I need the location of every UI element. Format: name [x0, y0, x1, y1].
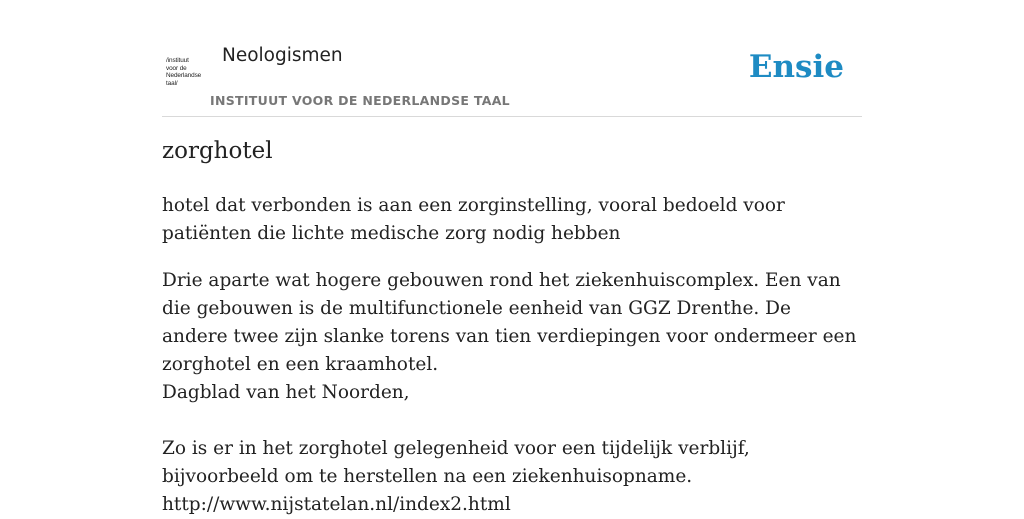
author-subtitle: INSTITUUT VOOR DE NEDERLANDSE TAAL	[210, 93, 510, 108]
logo-line: voor de	[166, 64, 187, 72]
author-title[interactable]: Neologismen	[222, 45, 343, 66]
entry-card	[162, 0, 862, 515]
ivdnt-logo[interactable]	[166, 57, 206, 89]
definition-text: hotel dat verbonden is aan een zorginstelling, vooral bedoeld voor patiënten die lichte medische zorg nodig hebben	[162, 195, 785, 244]
citation-quote: Drie aparte wat hogere gebouwen rond het ziekenhuiscomplex. Een van die gebouwen is de multifunctionele eenheid van GGZ Drenthe. De andere twee zijn slanke torens van tien verdiepingen voor ondermeer een zorghotel en een kraamhotel.	[162, 270, 857, 375]
citation-source-link[interactable]: http://www.nijstatelan.nl/index2.html	[162, 494, 511, 515]
citations	[162, 267, 862, 519]
logo-line: taal/	[166, 79, 178, 87]
citation-spacer	[162, 407, 862, 435]
page-header	[162, 0, 862, 117]
ensie-logo[interactable]: Ensie	[748, 49, 844, 85]
citation-quote: Zo is er in het zorghotel gelegenheid voor een tijdelijk verblijf, bijvoorbeeld om te herstellen na een ziekenhuisopname.	[162, 438, 750, 487]
headword: zorghotel	[162, 138, 273, 164]
logo-line: Nederlandse	[166, 72, 202, 80]
citation-source: Dagblad van het Noorden,	[162, 382, 410, 403]
logo-line: /instituut	[166, 57, 189, 64]
